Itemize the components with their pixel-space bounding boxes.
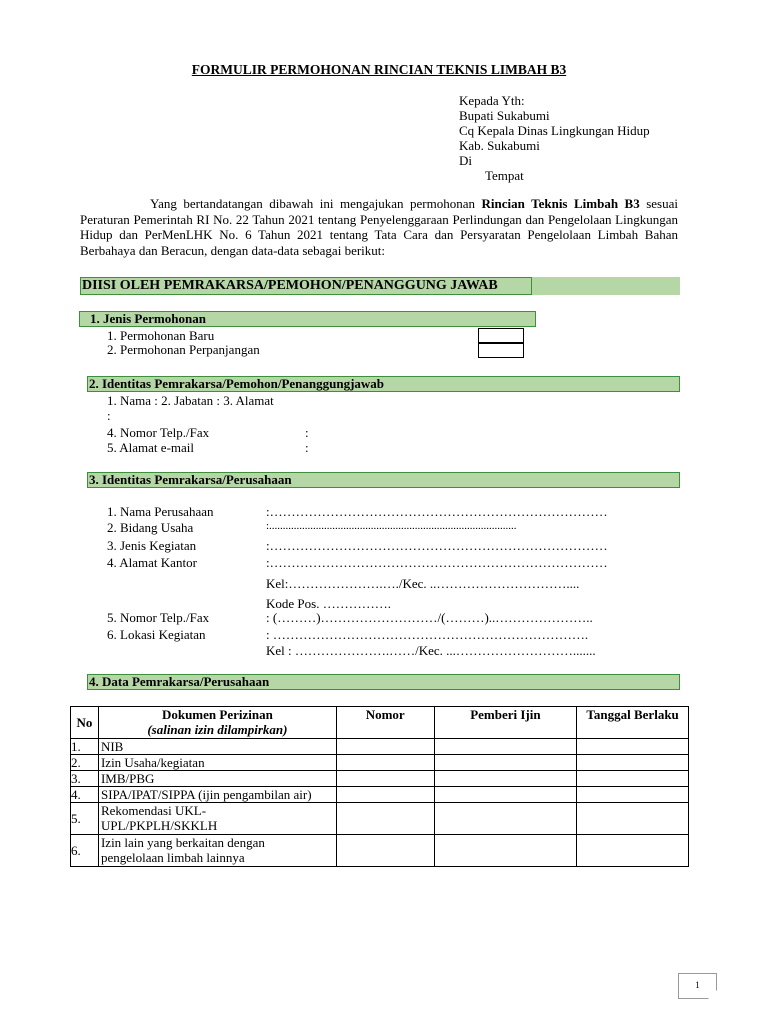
bidang-usaha-label: 2. Bidang Usaha — [107, 520, 194, 535]
row-tanggal[interactable] — [577, 739, 689, 755]
checkbox-permohonan-perpanjangan[interactable] — [478, 343, 524, 358]
alamat-kantor-value: :…………………………………………………………………… — [266, 555, 608, 570]
row-no: 5. — [71, 803, 99, 835]
row-pemberi[interactable] — [434, 787, 577, 803]
row-no: 4. — [71, 787, 99, 803]
document-title: FORMULIR PERMOHONAN RINCIAN TEKNIS LIMBAH B3 — [191, 62, 567, 77]
row-nomor[interactable] — [336, 835, 434, 867]
telp-perusahaan-label: 5. Nomor Telp./Fax — [107, 610, 210, 625]
section1-heading: 1. Jenis Permohonan — [79, 311, 536, 327]
table-row — [71, 835, 689, 867]
address-line-tempat: Tempat — [485, 168, 524, 183]
perizinan-table — [70, 706, 689, 867]
lokasi-kel-kec-line: Kel : ………………….……/Kec. ...………………………....... — [266, 643, 596, 658]
row-tanggal[interactable] — [577, 835, 689, 867]
row-no: 6. — [71, 835, 99, 867]
row-dokumen — [98, 803, 336, 835]
header-dokumen — [98, 707, 336, 739]
row-pemberi[interactable] — [434, 739, 577, 755]
row-tanggal[interactable] — [577, 771, 689, 787]
row-pemberi[interactable] — [434, 771, 577, 787]
header-no: No — [71, 707, 99, 739]
row-dokumen — [98, 835, 336, 867]
table-row — [71, 739, 689, 755]
row-dokumen: NIB — [98, 739, 336, 755]
address-line-kepada: Kepada Yth: — [459, 93, 525, 108]
row-nomor[interactable] — [336, 787, 434, 803]
row-nomor[interactable] — [336, 771, 434, 787]
address-line-kab: Kab. Sukabumi — [459, 138, 540, 153]
row-dokumen: IMB/PBG — [98, 771, 336, 787]
row-no: 3. — [71, 771, 99, 787]
email-value: : — [305, 440, 309, 455]
identitas-colon: : — [107, 408, 111, 423]
page-number: 1 — [678, 973, 717, 999]
checkbox-permohonan-baru[interactable] — [478, 328, 524, 343]
row-tanggal[interactable] — [577, 803, 689, 835]
section3-heading: 3. Identitas Pemrakarsa/Perusahaan — [87, 472, 680, 488]
section4-heading: 4. Data Pemrakarsa/Perusahaan — [87, 674, 680, 690]
row-dokumen: SIPA/IPAT/SIPPA (ijin pengambilan air) — [98, 787, 336, 803]
row-pemberi[interactable] — [434, 803, 577, 835]
header-dokumen-subtitle: (salinan izin dilampirkan) — [147, 722, 288, 737]
lokasi-kegiatan-value: : ………………………………………………………………. — [266, 627, 589, 642]
row-no: 1. — [71, 739, 99, 755]
telp-perusahaan-value: : (………)………………………/(………)..………………….. — [266, 610, 593, 625]
row-nomor[interactable] — [336, 755, 434, 771]
row-nomor[interactable] — [336, 803, 434, 835]
nama-perusahaan-label: 1. Nama Perusahaan — [107, 504, 214, 519]
row-tanggal[interactable] — [577, 755, 689, 771]
row-pemberi[interactable] — [434, 755, 577, 771]
lokasi-kegiatan-label: 6. Lokasi Kegiatan — [107, 627, 206, 642]
row-dokumen: Izin Usaha/kegiatan — [98, 755, 336, 771]
row-no: 2. — [71, 755, 99, 771]
row-dokumen-text: Rekomendasi UKL-UPL/PKPLH/SKKLH — [100, 803, 218, 833]
intro-text-bold: Rincian Teknis Limbah B3 — [481, 196, 640, 211]
table-row — [71, 755, 689, 771]
header-tanggal: Tanggal Berlaku — [577, 707, 689, 739]
header-pemberi: Pemberi Ijin — [434, 707, 577, 739]
jenis-kegiatan-value: :…………………………………………………………………… — [266, 538, 608, 553]
identitas-nama-jabatan-alamat: 1. Nama : 2. Jabatan : 3. Alamat — [107, 393, 274, 408]
telp-value: : — [305, 425, 309, 440]
row-dokumen-text: Izin lain yang berkaitan dengan pengelolaan limbah lainnya — [100, 835, 265, 865]
main-heading: DIISI OLEH PEMRAKARSA/PEMOHON/PENANGGUNG JAWAB — [80, 277, 532, 295]
jenis-kegiatan-label: 3. Jenis Kegiatan — [107, 538, 197, 553]
header-dokumen-title: Dokumen Perizinan — [161, 707, 273, 722]
address-line-dinas: Cq Kepala Dinas Lingkungan Hidup — [459, 123, 650, 138]
table-row — [71, 803, 689, 835]
address-line-di: Di — [459, 153, 472, 168]
section2-heading: 2. Identitas Pemrakarsa/Pemohon/Penanggungjawab — [87, 376, 680, 392]
table-row — [71, 787, 689, 803]
row-tanggal[interactable] — [577, 787, 689, 803]
table-row — [71, 771, 689, 787]
nama-perusahaan-value: :…………………………………………………………………… — [266, 504, 608, 519]
jenis-permohonan-baru: 1. Permohonan Baru — [107, 328, 215, 343]
kode-pos: Kode Pos. ……………. — [266, 596, 391, 611]
alamat-kantor-label: 4. Alamat Kantor — [107, 555, 197, 570]
intro-text-1: Yang bertandatangan dibawah ini mengajukan permohonan — [150, 196, 482, 211]
row-nomor[interactable] — [336, 739, 434, 755]
jenis-permohonan-perpanjangan: 2. Permohonan Perpanjangan — [107, 342, 260, 357]
email-label: 5. Alamat e-mail — [107, 440, 195, 455]
kel-kec-line: Kel:………………….…./Kec. ..………………………….... — [266, 576, 580, 591]
intro-text-2: sesuai Peraturan Pemerintah RI No. 22 Tahun 2021 tentang Penyelenggaraan Perlindungan dan Pengelolaan Lingkungan Hidup dan PerMenLHK No. 6 Tahun 2021 tentang Tata Cara dan Persyaratan Pengelolaan Limbah Bahan Berbahaya dan Beracun, dengan data-data sebagai berikut: — [80, 196, 678, 258]
telp-label: 4. Nomor Telp./Fax — [107, 425, 210, 440]
address-line-bupati: Bupati Sukabumi — [459, 108, 550, 123]
table-header-row — [71, 707, 689, 739]
bidang-usaha-value: :.......................................................................................... — [266, 520, 517, 532]
header-nomor: Nomor — [336, 707, 434, 739]
intro-paragraph — [80, 196, 678, 258]
row-pemberi[interactable] — [434, 835, 577, 867]
